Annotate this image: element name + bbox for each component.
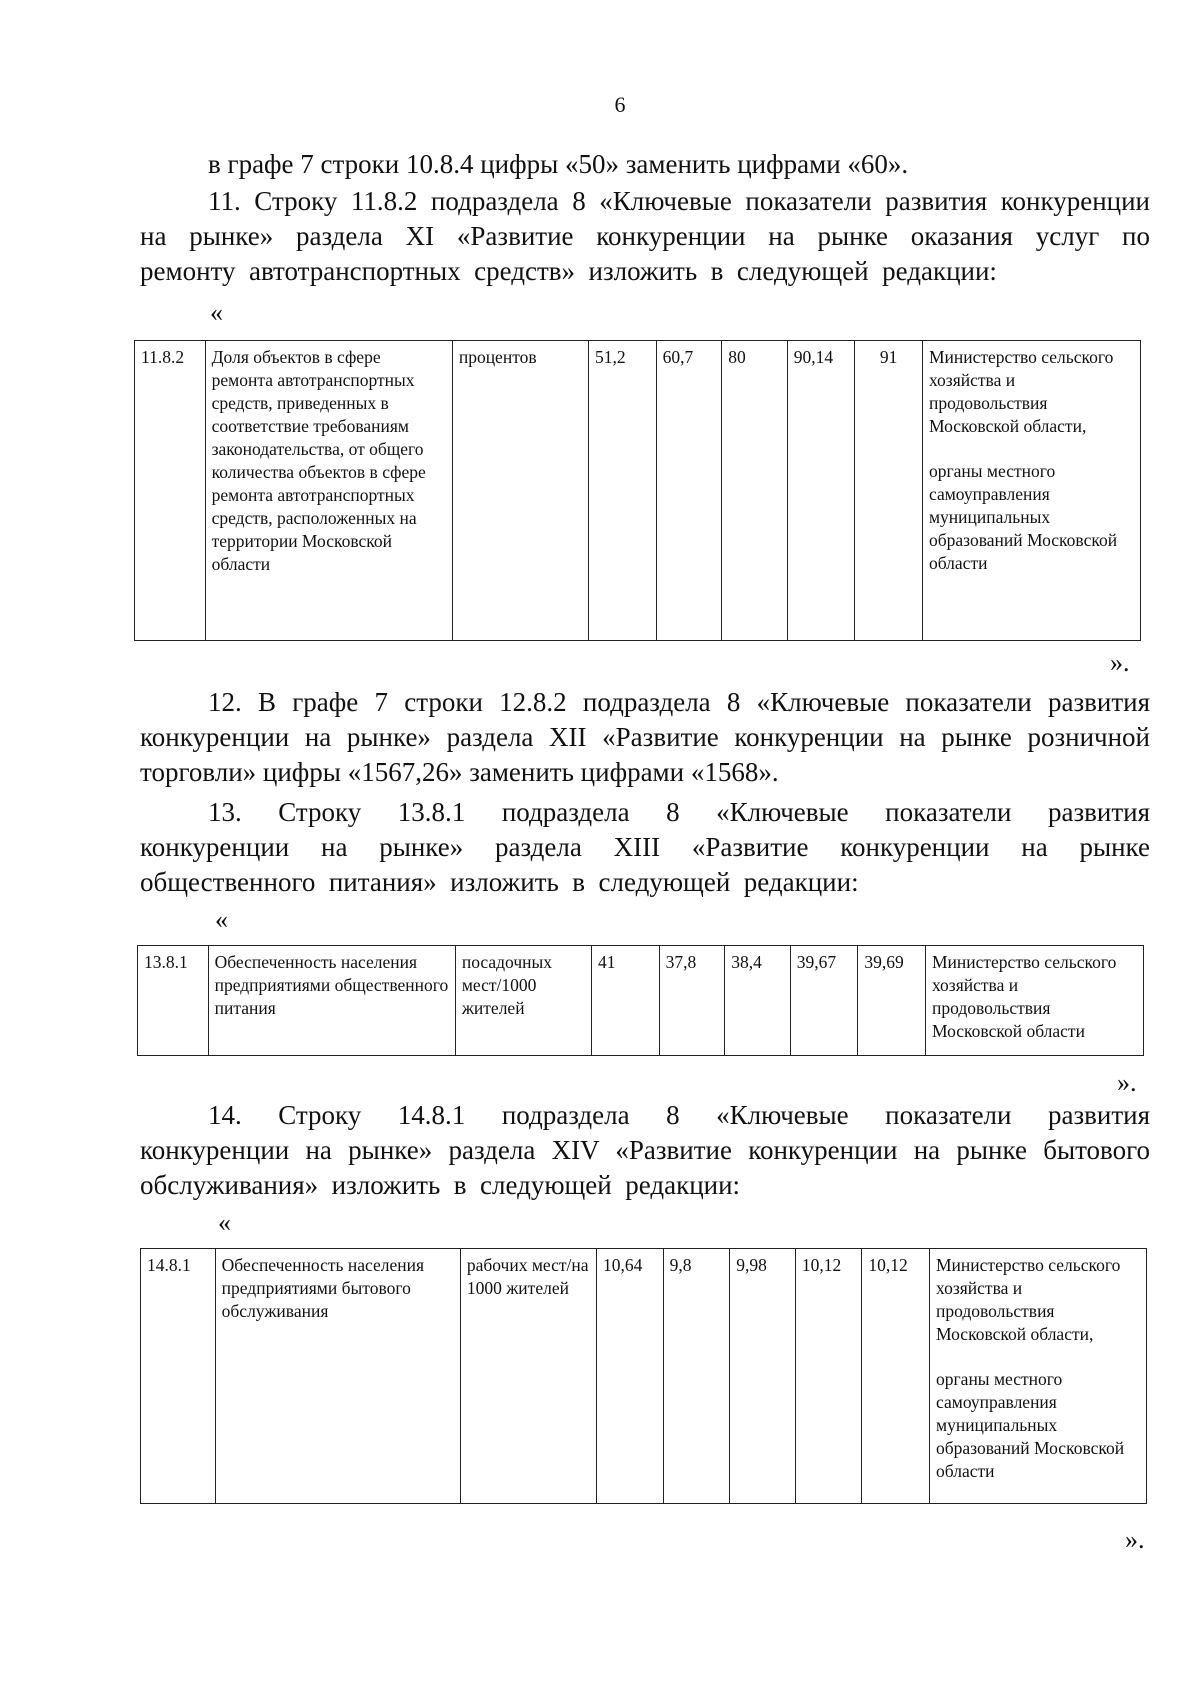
cell-value: 37,8	[659, 946, 725, 1056]
quote-close-2: ».	[1117, 1068, 1137, 1097]
cell-value: 41	[592, 946, 660, 1056]
quote-open-1: «	[210, 298, 223, 327]
quote-open-2: «	[215, 905, 228, 934]
cell-responsible	[925, 946, 1143, 1056]
cell-unit: рабочих мест/на 1000 жителей	[460, 1249, 596, 1504]
table-row-13-8-1	[137, 945, 1144, 1056]
page-number: 6	[614, 92, 626, 117]
cell-responsible	[930, 1249, 1147, 1504]
cell-value: 10,12	[795, 1249, 862, 1504]
cell-value: 10,64	[597, 1249, 664, 1504]
cell-code: 14.8.1	[141, 1249, 216, 1504]
responsible-line: Министерство сельского хозяйства и продовольствия Московской области	[931, 952, 1117, 1041]
cell-code: 13.8.1	[138, 946, 209, 1056]
cell-value: 60,7	[656, 341, 722, 641]
cell-value: 39,69	[858, 946, 926, 1056]
cell-indicator: Обеспеченность населения предприятиями общественного питания	[208, 946, 455, 1056]
cell-value: 80	[722, 341, 788, 641]
cell-value: 90,14	[787, 341, 855, 641]
paragraph-14: 14. Строку 14.8.1 подраздела 8 «Ключевые показатели развития конкуренции на рынке» раздела XIV «Развитие конкуренции на рынке бытового обслуживания» изложить в следующей редакции:	[140, 1100, 1150, 1200]
table-row-11-8-2	[134, 340, 1141, 641]
quote-close-3: ».	[1125, 1525, 1145, 1554]
cell-value: 9,98	[730, 1249, 796, 1504]
cell-value: 38,4	[725, 946, 791, 1056]
cell-code: 11.8.2	[135, 341, 206, 641]
quote-close-1: ».	[1110, 648, 1130, 677]
responsible-line: органы местного самоуправления муниципальных образований Московской области	[936, 1369, 1125, 1481]
cell-value: 10,12	[862, 1249, 930, 1504]
table-row-14-8-1	[140, 1248, 1147, 1504]
paragraph-12: 12. В графе 7 строки 12.8.2 подраздела 8 «Ключевые показатели развития конкуренции на рынке» раздела XII «Развитие конкуренции на рынке розничной торговли» цифры «1567,26» заменить цифрами «1568».	[140, 687, 1150, 787]
responsible-line: органы местного самоуправления муниципальных образований Московской области	[928, 461, 1118, 573]
cell-value: 51,2	[589, 341, 657, 641]
paragraph-10-tail: в графе 7 строки 10.8.4 цифры «50» заменить цифрами «60».	[208, 149, 909, 179]
responsible-line: Министерство сельского хозяйства и продовольствия Московской области,	[936, 1255, 1121, 1344]
cell-unit: посадочных мест/1000 жителей	[455, 946, 591, 1056]
cell-value: 39,67	[790, 946, 858, 1056]
paragraph-13: 13. Строку 13.8.1 подраздела 8 «Ключевые показатели развития конкуренции на рынке» раздела XIII «Развитие конкуренции на рынке общественного питания» изложить в следующей редакции:	[140, 797, 1150, 897]
cell-indicator: Доля объектов в сфере ремонта автотранспортных средств, приведенных в соответствие требованиям законодательства, от общего количества объектов в сфере ремонта автотранспортных средств, расположенных на территории Московской области	[205, 341, 452, 641]
quote-open-3: «	[218, 1208, 231, 1237]
paragraph-11: 11. Строку 11.8.2 подраздела 8 «Ключевые показатели развития конкуренции на рынке» раздела XI «Развитие конкуренции на рынке оказания услуг по ремонту автотранспортных средств» изложить в следующей редакции:	[140, 186, 1150, 286]
cell-value: 91	[855, 341, 923, 641]
cell-unit: процентов	[452, 341, 588, 641]
cell-responsible	[922, 341, 1140, 641]
responsible-line: Министерство сельского хозяйства и продовольствия Московской области,	[928, 347, 1114, 436]
cell-value: 9,8	[663, 1249, 730, 1504]
cell-indicator: Обеспеченность населения предприятиями бытового обслуживания	[215, 1249, 460, 1504]
